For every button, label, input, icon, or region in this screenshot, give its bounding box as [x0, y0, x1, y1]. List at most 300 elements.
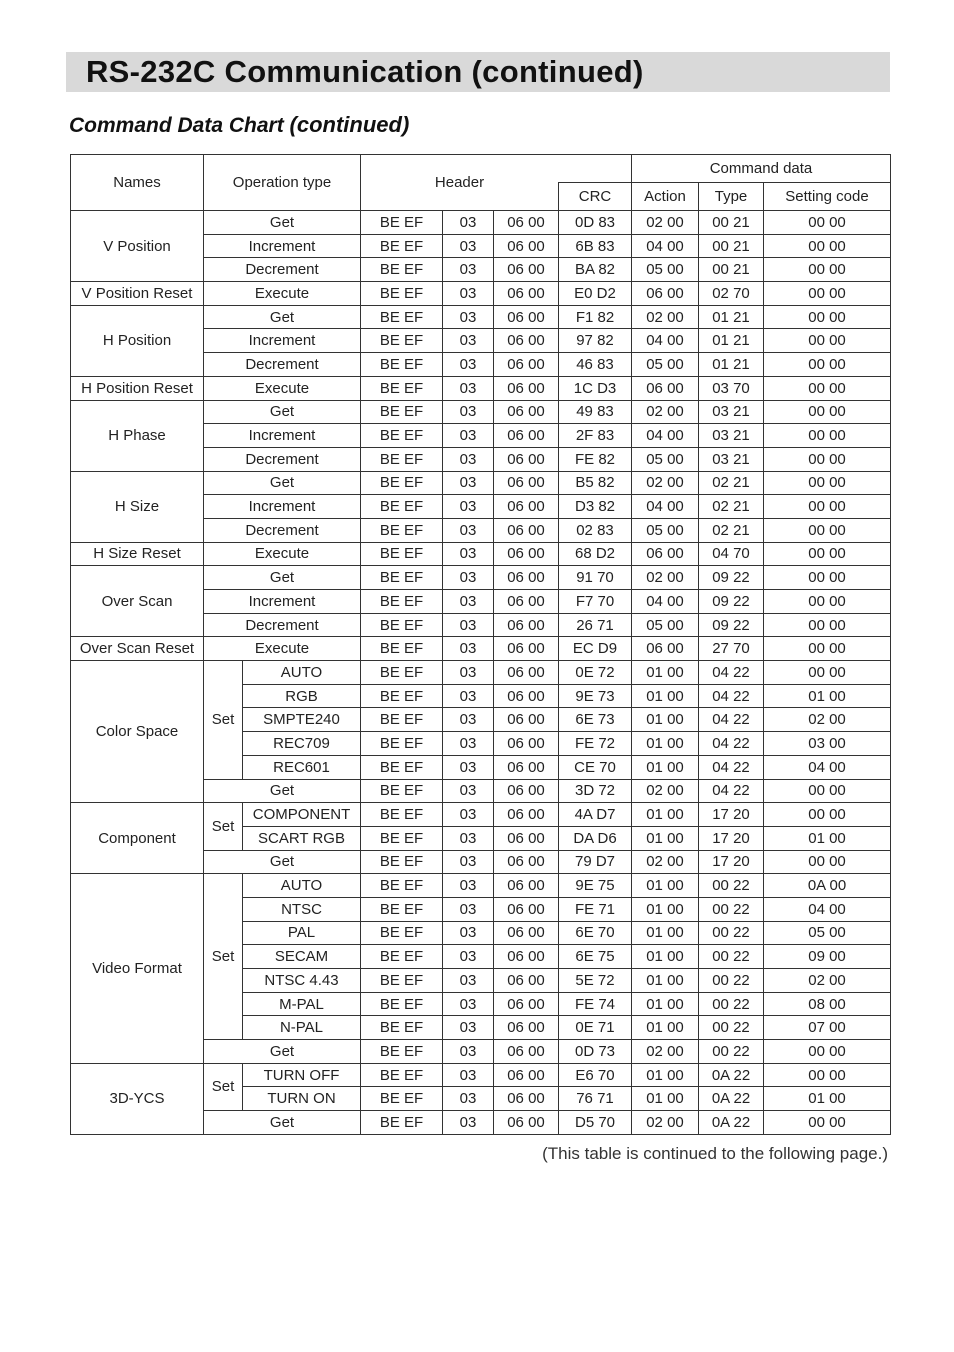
- header-byte1-cell: BE EF: [361, 921, 443, 945]
- operation-cell: TURN ON: [243, 1087, 361, 1111]
- operation-cell: AUTO: [243, 661, 361, 685]
- header-crc: CRC: [559, 183, 632, 211]
- section-subtitle: [69, 112, 409, 138]
- action-cell: 01 00: [632, 921, 699, 945]
- crc-cell: 9E 73: [559, 684, 632, 708]
- group-name-cell: H Phase: [71, 400, 204, 471]
- action-cell: 01 00: [632, 661, 699, 685]
- operation-cell: Get: [204, 1040, 361, 1064]
- header-byte1-cell: BE EF: [361, 282, 443, 306]
- header-byte3-cell: 06 00: [494, 637, 559, 661]
- header-byte2-cell: 03: [443, 234, 494, 258]
- header-byte3-cell: 06 00: [494, 1063, 559, 1087]
- crc-cell: E0 D2: [559, 282, 632, 306]
- header-byte2-cell: 03: [443, 708, 494, 732]
- operation-cell: Increment: [204, 590, 361, 614]
- header-byte3-cell: 06 00: [494, 732, 559, 756]
- crc-cell: 6B 83: [559, 234, 632, 258]
- header-byte3-cell: 06 00: [494, 1040, 559, 1064]
- action-cell: 04 00: [632, 495, 699, 519]
- subtitle-main: Command Data Chart: [69, 114, 284, 137]
- header-byte2-cell: 03: [443, 353, 494, 377]
- operation-cell: Get: [204, 471, 361, 495]
- header-byte2-cell: 03: [443, 424, 494, 448]
- setting-code-cell: 00 00: [764, 400, 891, 424]
- header-byte1-cell: BE EF: [361, 826, 443, 850]
- header-byte2-cell: 03: [443, 282, 494, 306]
- action-cell: 01 00: [632, 755, 699, 779]
- setting-code-cell: 04 00: [764, 897, 891, 921]
- header-names: Names: [71, 155, 204, 211]
- setting-code-cell: 00 00: [764, 234, 891, 258]
- crc-cell: FE 74: [559, 992, 632, 1016]
- header-byte3-cell: 06 00: [494, 424, 559, 448]
- header-byte1-cell: BE EF: [361, 329, 443, 353]
- header-byte1-cell: BE EF: [361, 234, 443, 258]
- header-byte1-cell: BE EF: [361, 661, 443, 685]
- set-label-cell: Set: [204, 661, 243, 779]
- setting-code-cell: 02 00: [764, 708, 891, 732]
- header-byte3-cell: 06 00: [494, 282, 559, 306]
- operation-cell: REC709: [243, 732, 361, 756]
- crc-cell: 9E 75: [559, 874, 632, 898]
- header-byte3-cell: 06 00: [494, 495, 559, 519]
- operation-cell: Execute: [204, 282, 361, 306]
- setting-code-cell: 00 00: [764, 661, 891, 685]
- header-byte3-cell: 06 00: [494, 566, 559, 590]
- action-cell: 01 00: [632, 732, 699, 756]
- crc-cell: B5 82: [559, 471, 632, 495]
- header-byte3-cell: 06 00: [494, 779, 559, 803]
- type-cell: 02 21: [699, 471, 764, 495]
- header-byte1-cell: BE EF: [361, 1063, 443, 1087]
- action-cell: 01 00: [632, 1063, 699, 1087]
- table-row: [71, 305, 891, 329]
- crc-cell: 6E 75: [559, 945, 632, 969]
- setting-code-cell: 00 00: [764, 1063, 891, 1087]
- operation-cell: Decrement: [204, 353, 361, 377]
- type-cell: 00 22: [699, 1016, 764, 1040]
- setting-code-cell: 00 00: [764, 518, 891, 542]
- type-cell: 09 22: [699, 590, 764, 614]
- action-cell: 04 00: [632, 424, 699, 448]
- header-byte1-cell: BE EF: [361, 897, 443, 921]
- operation-cell: Decrement: [204, 447, 361, 471]
- header-byte3-cell: 06 00: [494, 708, 559, 732]
- setting-code-cell: 00 00: [764, 282, 891, 306]
- crc-cell: 97 82: [559, 329, 632, 353]
- header-byte3-cell: 06 00: [494, 305, 559, 329]
- header-type: Type: [699, 183, 764, 211]
- header-byte1-cell: BE EF: [361, 376, 443, 400]
- type-cell: 00 22: [699, 945, 764, 969]
- header-byte2-cell: 03: [443, 921, 494, 945]
- operation-cell: Increment: [204, 495, 361, 519]
- header-byte1-cell: BE EF: [361, 874, 443, 898]
- set-label-cell: Set: [204, 874, 243, 1040]
- setting-code-cell: 01 00: [764, 1087, 891, 1111]
- table-row: [71, 566, 891, 590]
- table-row: [71, 211, 891, 235]
- header-byte1-cell: BE EF: [361, 1040, 443, 1064]
- header-byte1-cell: BE EF: [361, 566, 443, 590]
- header-byte2-cell: 03: [443, 803, 494, 827]
- type-cell: 04 22: [699, 708, 764, 732]
- header-byte2-cell: 03: [443, 945, 494, 969]
- subtitle-suffix: (continued): [289, 112, 410, 137]
- operation-cell: Increment: [204, 329, 361, 353]
- crc-cell: DA D6: [559, 826, 632, 850]
- type-cell: 00 22: [699, 969, 764, 993]
- operation-cell: REC601: [243, 755, 361, 779]
- type-cell: 01 21: [699, 305, 764, 329]
- group-name-cell: Over Scan: [71, 566, 204, 637]
- setting-code-cell: 05 00: [764, 921, 891, 945]
- operation-cell: Get: [204, 850, 361, 874]
- crc-cell: F7 70: [559, 590, 632, 614]
- setting-code-cell: 01 00: [764, 684, 891, 708]
- header-byte1-cell: BE EF: [361, 779, 443, 803]
- header-byte2-cell: 03: [443, 1016, 494, 1040]
- header-byte2-cell: 03: [443, 1063, 494, 1087]
- setting-code-cell: 08 00: [764, 992, 891, 1016]
- type-cell: 00 21: [699, 211, 764, 235]
- action-cell: 01 00: [632, 1016, 699, 1040]
- setting-code-cell: 00 00: [764, 305, 891, 329]
- header-byte3-cell: 06 00: [494, 874, 559, 898]
- header-byte2-cell: 03: [443, 447, 494, 471]
- header-byte1-cell: BE EF: [361, 850, 443, 874]
- setting-code-cell: 00 00: [764, 779, 891, 803]
- crc-cell: 6E 73: [559, 708, 632, 732]
- header-byte1-cell: BE EF: [361, 732, 443, 756]
- type-cell: 17 20: [699, 803, 764, 827]
- header-byte2-cell: 03: [443, 969, 494, 993]
- header-byte3-cell: 06 00: [494, 755, 559, 779]
- group-name-cell: V Position: [71, 211, 204, 282]
- action-cell: 01 00: [632, 826, 699, 850]
- crc-cell: 0E 72: [559, 661, 632, 685]
- header-byte3-cell: 06 00: [494, 258, 559, 282]
- header-byte1-cell: BE EF: [361, 495, 443, 519]
- type-cell: 00 22: [699, 874, 764, 898]
- operation-cell: PAL: [243, 921, 361, 945]
- header-byte2-cell: 03: [443, 755, 494, 779]
- operation-cell: Get: [204, 211, 361, 235]
- crc-cell: 79 D7: [559, 850, 632, 874]
- header-byte3-cell: 06 00: [494, 684, 559, 708]
- header-byte1-cell: BE EF: [361, 590, 443, 614]
- group-name-cell: 3D-YCS: [71, 1063, 204, 1134]
- continued-footnote: (This table is continued to the following page.): [542, 1144, 888, 1163]
- action-cell: 02 00: [632, 1111, 699, 1135]
- header-byte2-cell: 03: [443, 732, 494, 756]
- action-cell: 01 00: [632, 708, 699, 732]
- crc-cell: 02 83: [559, 518, 632, 542]
- header-byte2-cell: 03: [443, 897, 494, 921]
- type-cell: 04 22: [699, 684, 764, 708]
- title-bar: [66, 52, 890, 92]
- setting-code-cell: 00 00: [764, 566, 891, 590]
- header-byte2-cell: 03: [443, 211, 494, 235]
- header-byte2-cell: 03: [443, 661, 494, 685]
- header-byte3-cell: 06 00: [494, 447, 559, 471]
- setting-code-cell: 00 00: [764, 329, 891, 353]
- header-byte2-cell: 03: [443, 613, 494, 637]
- table-row: [71, 874, 891, 898]
- type-cell: 0A 22: [699, 1087, 764, 1111]
- crc-cell: 68 D2: [559, 542, 632, 566]
- action-cell: 02 00: [632, 850, 699, 874]
- header-byte3-cell: 06 00: [494, 353, 559, 377]
- header-header: Header: [361, 155, 559, 211]
- action-cell: 02 00: [632, 471, 699, 495]
- operation-cell: Get: [204, 305, 361, 329]
- type-cell: 01 21: [699, 353, 764, 377]
- table-row: [71, 542, 891, 566]
- setting-code-cell: 00 00: [764, 495, 891, 519]
- action-cell: 05 00: [632, 447, 699, 471]
- setting-code-cell: 00 00: [764, 258, 891, 282]
- action-cell: 05 00: [632, 258, 699, 282]
- operation-cell: Increment: [204, 424, 361, 448]
- type-cell: 02 21: [699, 518, 764, 542]
- command-data-table: [70, 154, 891, 1135]
- crc-cell: 76 71: [559, 1087, 632, 1111]
- header-byte2-cell: 03: [443, 1040, 494, 1064]
- header-byte1-cell: BE EF: [361, 258, 443, 282]
- header-byte2-cell: 03: [443, 495, 494, 519]
- crc-cell: D5 70: [559, 1111, 632, 1135]
- action-cell: 01 00: [632, 969, 699, 993]
- setting-code-cell: 00 00: [764, 376, 891, 400]
- type-cell: 17 20: [699, 850, 764, 874]
- group-name-cell: H Size: [71, 471, 204, 542]
- operation-cell: NTSC 4.43: [243, 969, 361, 993]
- header-byte3-cell: 06 00: [494, 590, 559, 614]
- header-byte1-cell: BE EF: [361, 992, 443, 1016]
- action-cell: 05 00: [632, 613, 699, 637]
- header-byte2-cell: 03: [443, 376, 494, 400]
- crc-cell: BA 82: [559, 258, 632, 282]
- group-name-cell: V Position Reset: [71, 282, 204, 306]
- crc-cell: 4A D7: [559, 803, 632, 827]
- operation-cell: TURN OFF: [243, 1063, 361, 1087]
- header-byte1-cell: BE EF: [361, 471, 443, 495]
- type-cell: 09 22: [699, 613, 764, 637]
- crc-cell: CE 70: [559, 755, 632, 779]
- action-cell: 06 00: [632, 637, 699, 661]
- header-crc-top-spacer: [559, 155, 632, 183]
- type-cell: 03 70: [699, 376, 764, 400]
- crc-cell: 0D 73: [559, 1040, 632, 1064]
- header-byte2-cell: 03: [443, 1087, 494, 1111]
- setting-code-cell: 00 00: [764, 424, 891, 448]
- header-byte3-cell: 06 00: [494, 1087, 559, 1111]
- action-cell: 02 00: [632, 566, 699, 590]
- header-byte3-cell: 06 00: [494, 803, 559, 827]
- header-byte1-cell: BE EF: [361, 945, 443, 969]
- setting-code-cell: 00 00: [764, 211, 891, 235]
- type-cell: 09 22: [699, 566, 764, 590]
- action-cell: 01 00: [632, 945, 699, 969]
- type-cell: 04 22: [699, 732, 764, 756]
- type-cell: 02 70: [699, 282, 764, 306]
- crc-cell: 3D 72: [559, 779, 632, 803]
- operation-cell: Decrement: [204, 613, 361, 637]
- type-cell: 00 21: [699, 234, 764, 258]
- group-name-cell: Video Format: [71, 874, 204, 1064]
- header-byte1-cell: BE EF: [361, 211, 443, 235]
- operation-cell: Execute: [204, 542, 361, 566]
- header-byte1-cell: BE EF: [361, 684, 443, 708]
- setting-code-cell: 04 00: [764, 755, 891, 779]
- operation-cell: SMPTE240: [243, 708, 361, 732]
- operation-cell: RGB: [243, 684, 361, 708]
- setting-code-cell: 0A 00: [764, 874, 891, 898]
- header-byte3-cell: 06 00: [494, 661, 559, 685]
- action-cell: 04 00: [632, 234, 699, 258]
- header-byte1-cell: BE EF: [361, 1111, 443, 1135]
- crc-cell: 0D 83: [559, 211, 632, 235]
- header-byte3-cell: 06 00: [494, 613, 559, 637]
- header-byte2-cell: 03: [443, 1111, 494, 1135]
- type-cell: 04 22: [699, 661, 764, 685]
- header-byte2-cell: 03: [443, 850, 494, 874]
- table-body: [71, 155, 891, 1135]
- crc-cell: 26 71: [559, 613, 632, 637]
- header-setting-code: Setting code: [764, 183, 891, 211]
- crc-cell: 91 70: [559, 566, 632, 590]
- type-cell: 00 22: [699, 897, 764, 921]
- operation-cell: Get: [204, 1111, 361, 1135]
- type-cell: 0A 22: [699, 1111, 764, 1135]
- setting-code-cell: 00 00: [764, 850, 891, 874]
- setting-code-cell: 00 00: [764, 447, 891, 471]
- table-row: [71, 471, 891, 495]
- header-byte1-cell: BE EF: [361, 447, 443, 471]
- header-byte2-cell: 03: [443, 258, 494, 282]
- header-byte2-cell: 03: [443, 471, 494, 495]
- table-row: [71, 282, 891, 306]
- type-cell: 00 21: [699, 258, 764, 282]
- operation-cell: SECAM: [243, 945, 361, 969]
- header-byte2-cell: 03: [443, 329, 494, 353]
- operation-cell: Increment: [204, 234, 361, 258]
- table-row: [71, 803, 891, 827]
- type-cell: 04 22: [699, 755, 764, 779]
- type-cell: 00 22: [699, 921, 764, 945]
- action-cell: 06 00: [632, 282, 699, 306]
- type-cell: 27 70: [699, 637, 764, 661]
- setting-code-cell: 07 00: [764, 1016, 891, 1040]
- header-byte3-cell: 06 00: [494, 376, 559, 400]
- setting-code-cell: 02 00: [764, 969, 891, 993]
- header-byte2-cell: 03: [443, 305, 494, 329]
- header-byte3-cell: 06 00: [494, 897, 559, 921]
- header-byte1-cell: BE EF: [361, 708, 443, 732]
- header-byte1-cell: BE EF: [361, 400, 443, 424]
- action-cell: 01 00: [632, 803, 699, 827]
- crc-cell: 49 83: [559, 400, 632, 424]
- operation-cell: N-PAL: [243, 1016, 361, 1040]
- crc-cell: D3 82: [559, 495, 632, 519]
- header-action: Action: [632, 183, 699, 211]
- operation-cell: COMPONENT: [243, 803, 361, 827]
- action-cell: 01 00: [632, 1087, 699, 1111]
- operation-cell: M-PAL: [243, 992, 361, 1016]
- header-byte1-cell: BE EF: [361, 755, 443, 779]
- action-cell: 02 00: [632, 1040, 699, 1064]
- type-cell: 17 20: [699, 826, 764, 850]
- type-cell: 03 21: [699, 447, 764, 471]
- action-cell: 02 00: [632, 305, 699, 329]
- header-byte3-cell: 06 00: [494, 400, 559, 424]
- setting-code-cell: 01 00: [764, 826, 891, 850]
- setting-code-cell: 09 00: [764, 945, 891, 969]
- set-label-cell: Set: [204, 1063, 243, 1110]
- setting-code-cell: 00 00: [764, 542, 891, 566]
- header-byte2-cell: 03: [443, 400, 494, 424]
- table-row: [71, 400, 891, 424]
- crc-cell: FE 72: [559, 732, 632, 756]
- action-cell: 05 00: [632, 518, 699, 542]
- action-cell: 01 00: [632, 992, 699, 1016]
- crc-cell: 6E 70: [559, 921, 632, 945]
- header-row-1: [71, 155, 891, 183]
- header-byte3-cell: 06 00: [494, 945, 559, 969]
- header-byte1-cell: BE EF: [361, 803, 443, 827]
- header-byte3-cell: 06 00: [494, 234, 559, 258]
- type-cell: 02 21: [699, 495, 764, 519]
- header-byte1-cell: BE EF: [361, 542, 443, 566]
- action-cell: 01 00: [632, 897, 699, 921]
- action-cell: 02 00: [632, 779, 699, 803]
- setting-code-cell: 03 00: [764, 732, 891, 756]
- setting-code-cell: 00 00: [764, 471, 891, 495]
- header-byte3-cell: 06 00: [494, 329, 559, 353]
- operation-cell: Execute: [204, 376, 361, 400]
- action-cell: 06 00: [632, 376, 699, 400]
- header-byte2-cell: 03: [443, 590, 494, 614]
- header-byte2-cell: 03: [443, 779, 494, 803]
- operation-cell: Execute: [204, 637, 361, 661]
- header-byte1-cell: BE EF: [361, 1016, 443, 1040]
- header-byte1-cell: BE EF: [361, 424, 443, 448]
- header-operation-type: Operation type: [204, 155, 361, 211]
- header-byte3-cell: 06 00: [494, 542, 559, 566]
- header-byte2-cell: 03: [443, 874, 494, 898]
- header-byte3-cell: 06 00: [494, 471, 559, 495]
- group-name-cell: Over Scan Reset: [71, 637, 204, 661]
- header-command-data: Command data: [632, 155, 891, 183]
- crc-cell: 1C D3: [559, 376, 632, 400]
- type-cell: 00 22: [699, 992, 764, 1016]
- group-name-cell: H Position Reset: [71, 376, 204, 400]
- group-name-cell: H Position: [71, 305, 204, 376]
- table-row: [71, 637, 891, 661]
- type-cell: 01 21: [699, 329, 764, 353]
- type-cell: 00 22: [699, 1040, 764, 1064]
- type-cell: 04 70: [699, 542, 764, 566]
- header-byte3-cell: 06 00: [494, 211, 559, 235]
- crc-cell: FE 82: [559, 447, 632, 471]
- setting-code-cell: 00 00: [764, 637, 891, 661]
- header-byte2-cell: 03: [443, 542, 494, 566]
- action-cell: 04 00: [632, 590, 699, 614]
- header-byte1-cell: BE EF: [361, 969, 443, 993]
- type-cell: 0A 22: [699, 1063, 764, 1087]
